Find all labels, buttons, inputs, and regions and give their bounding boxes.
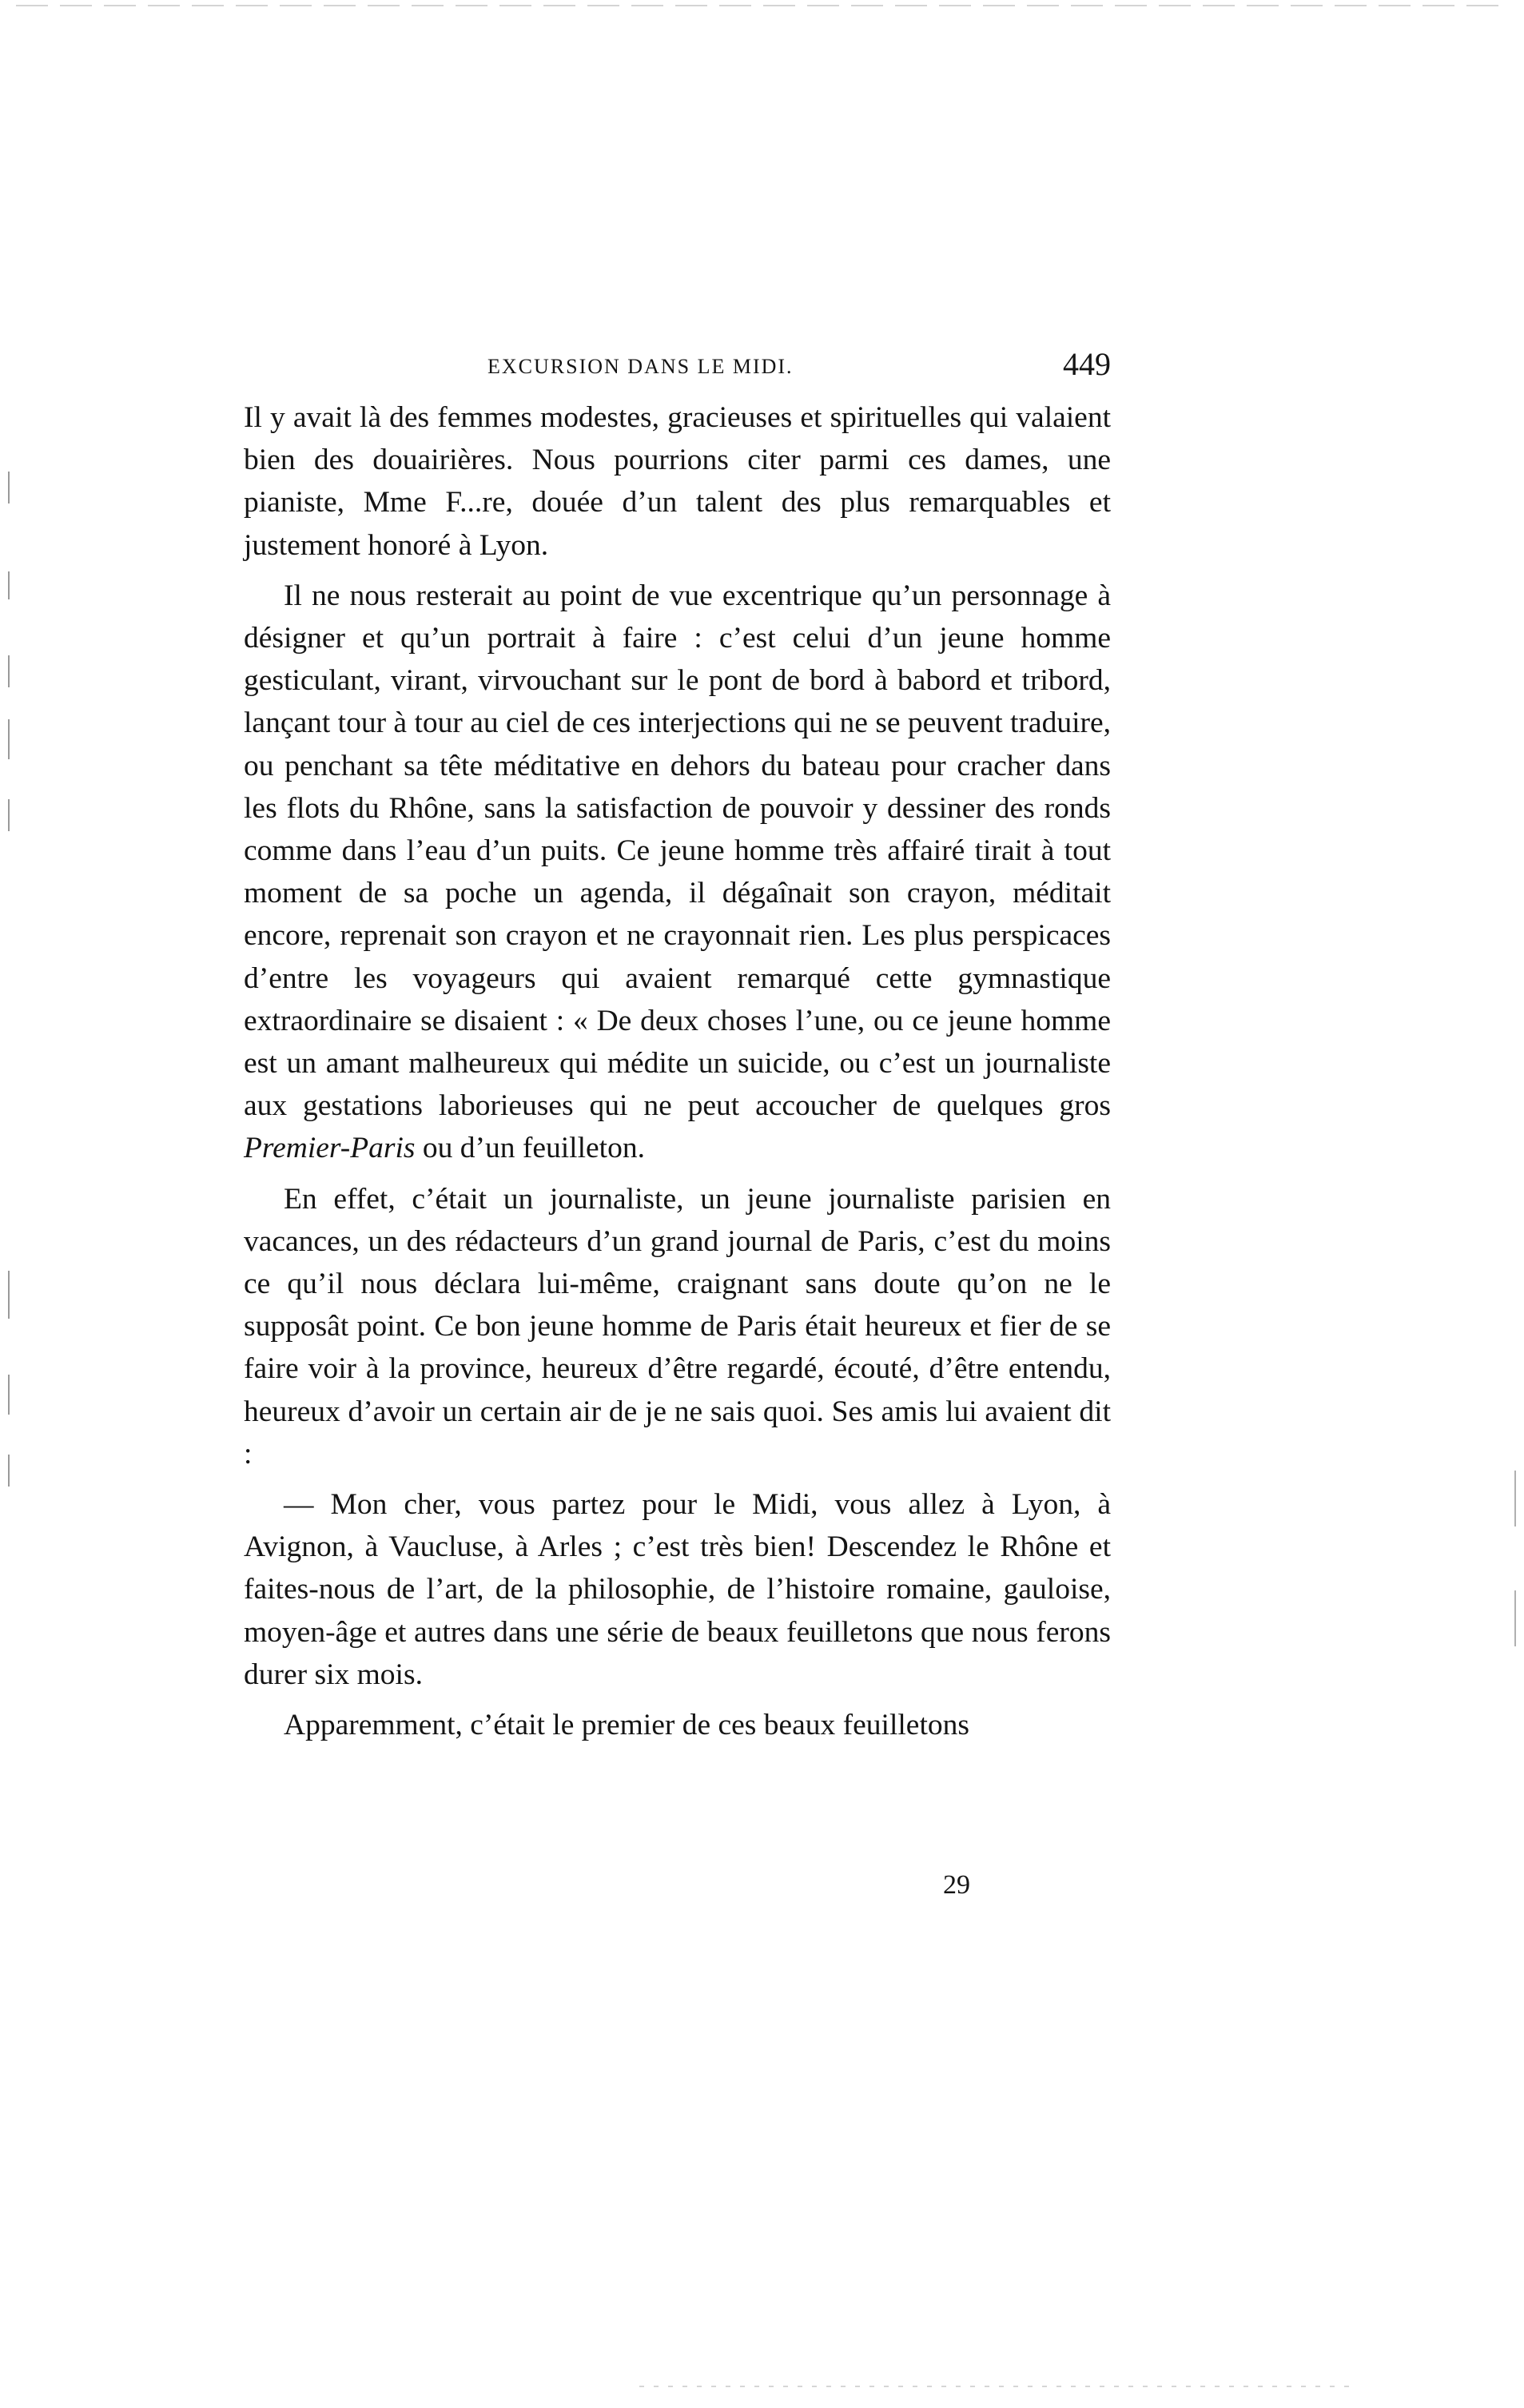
paragraph-4: — Mon cher, vous partez pour le Midi, vous allez à Lyon, à Avignon, à Vaucluse, à Arles ; c’est très bien! Descendez le Rhône et faites-nous de l’art, de la philosophie, de l’histoire romaine, gauloise, moyen-âge et autres dans une série de beaux feuilletons que nous ferons durer six mois. [244,1488,1111,1691]
scan-margin-mark [1514,1471,1516,1526]
paragraph-2-text: Il ne nous resterait au point de vue excentrique qu’un personnage à désigner et qu’un portrait à faire : c’est celui d’un jeune homme gesticulant, virant, virvouchant sur le pont de bord à babord et tribord, lançant tour à tour au ciel de ces interjections qui ne se peuvent traduire, ou penchant sa tête méditative en dehors du bateau pour cracher dans les flots du Rhône, sans la satisfaction de pouvoir y dessiner des ronds comme dans l’eau d’un puits. Ce jeune homme très affairé tirait à tout moment de sa poche un agenda, il dégaînait son crayon, méditait encore, reprenait son crayon et ne crayonnait rien. Les plus perspicaces d’entre les voyageurs qui avaient remarqué cette gymnastique extraordinaire se disaient : « De deux choses l’une, ou ce jeune homme est un amant malheureux qui médite un suicide, ou c’est un journaliste aux gestations laborieuses qui ne peut accoucher de quelques gros [244,579,1111,1123]
signature-mark: 29 [943,1870,970,1900]
scan-margin-mark [8,1375,10,1415]
paragraph-3: En effet, c’était un journaliste, un jeune journaliste parisien en vacances, un des rédacteurs d’un grand journal de Paris, c’est du moins ce qu’il nous déclara lui-même, craignant sans doute qu’on ne le supposât point. Ce bon jeune homme de Paris était heureux et fier de se faire voir à la province, heureux d’être regardé, écouté, d’être entendu, heureux d’avoir un certain air de je ne sais quoi. Ses amis lui avaient dit : [244,1182,1111,1471]
italic-title: Premier-Paris [244,1132,416,1165]
page-number: 449 [1063,346,1111,382]
scan-margin-mark [8,655,10,687]
running-title: EXCURSION DANS LE MIDI. [487,355,794,378]
scan-margin-mark [8,571,10,599]
scan-margin-mark [8,799,10,831]
scan-edge-bottom [639,2386,1359,2387]
scan-margin-mark [8,719,10,759]
scan-margin-mark [1514,1590,1516,1646]
paragraph-1: Il y avait là des femmes modestes, gracieuses et spirituelles qui valaient bien des douairières. Nous pourrions citer parmi ces dames, une pianiste, Mme F...re, douée d’un talent des plus remarquables et justement honoré à Lyon. [244,401,1111,562]
body-text [244,396,1111,1754]
paragraph-2-end: ou d’un feuilleton. [422,1132,645,1165]
running-head [240,342,1111,390]
paragraph-5: Apparemment, c’était le premier de ces beaux feuilletons [284,1709,969,1742]
scan-margin-mark [8,1271,10,1319]
paragraph-2 [244,575,1111,1170]
scan-margin-mark [8,472,10,503]
scan-margin-mark [8,1455,10,1487]
scan-edge-top [16,5,1502,6]
